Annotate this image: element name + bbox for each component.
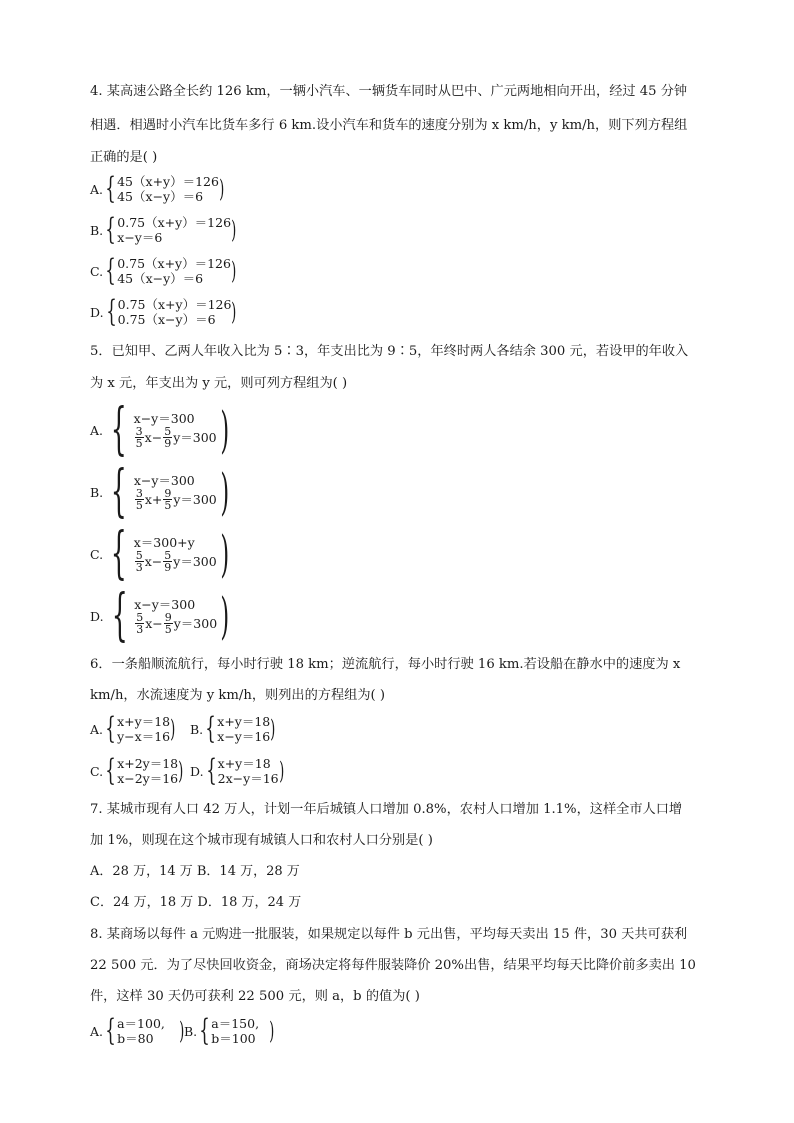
equation: x+y＝18 [117, 714, 171, 729]
fraction-equation [134, 550, 217, 573]
right-paren: ) [220, 463, 229, 521]
left-brace: { [205, 711, 216, 746]
right-paren: ) [269, 1017, 275, 1045]
term: y＝300 [173, 554, 217, 569]
denominator: 5 [164, 623, 172, 636]
q6-option-c[interactable] [90, 753, 186, 788]
equation: x+2y＝18 [117, 756, 179, 771]
denominator: 3 [136, 623, 144, 636]
left-brace: { [105, 294, 117, 329]
option-label: A. [90, 1023, 104, 1039]
q7-options-ab[interactable]: A．28 万，14 万 B．14 万，28 万 [90, 864, 300, 879]
fraction [135, 550, 144, 573]
numerator: 9 [164, 611, 172, 624]
q6-line1: 6．一条船顺流航行，每小时行驶 18 km；逆流航行，每小时行驶 16 km.若设船在静水中的速度为 x [90, 657, 681, 672]
term: x− [144, 554, 163, 569]
equation: 0.75（x+y）＝126 [117, 297, 232, 312]
right-paren: ) [219, 401, 229, 459]
equation: x+y＝18 [217, 714, 271, 729]
term: x− [145, 616, 163, 631]
left-brace: { [105, 171, 116, 206]
q6-option-a[interactable] [90, 711, 177, 746]
q5-option-b[interactable] [90, 459, 234, 524]
left-brace: { [205, 753, 217, 788]
option-label: B. [90, 484, 104, 500]
equation: x−y＝16 [217, 729, 271, 744]
denominator: 3 [135, 561, 143, 574]
option-label: B. [190, 721, 204, 737]
q5-option-a[interactable] [90, 397, 234, 462]
equation: 0.75（x+y）＝126 [117, 215, 232, 230]
term: y＝300 [173, 616, 218, 631]
equation: 45（x+y）＝126 [117, 174, 219, 189]
right-paren: ) [231, 298, 237, 326]
numerator: 3 [135, 425, 143, 438]
numerator: 5 [164, 425, 172, 438]
right-paren: ) [278, 757, 284, 785]
right-paren: ) [170, 715, 176, 743]
equation: a＝100, [117, 1016, 165, 1031]
equation: b＝80 [117, 1031, 154, 1046]
option-label: C. [90, 546, 104, 562]
left-brace: { [110, 521, 127, 586]
right-paren: ) [220, 525, 229, 583]
fraction [135, 426, 144, 449]
numerator: 5 [136, 611, 144, 624]
equation: x−y＝300 [133, 473, 195, 488]
numerator: 5 [135, 549, 143, 562]
q8-line1: 8. 某商场以每件 a 元购进一批服装，如果规定以每件 b 元出售，平均每天卖出 15 件，30 天共可获利 [90, 927, 688, 942]
option-label: D. [90, 608, 104, 624]
right-paren: ) [231, 257, 237, 285]
q5-option-d[interactable] [90, 583, 235, 648]
q8-option-b[interactable] [184, 1013, 276, 1048]
term: x− [144, 430, 163, 445]
option-label: D. [90, 304, 104, 320]
numerator: 9 [164, 487, 172, 500]
option-label: D. [190, 763, 204, 779]
equation: x+y＝18 [217, 756, 271, 771]
q6-option-b[interactable] [190, 711, 278, 746]
term: x+ [144, 492, 163, 507]
left-brace: { [105, 212, 116, 247]
left-brace: { [111, 583, 128, 648]
option-label: B. [90, 222, 104, 238]
right-paren: ) [231, 216, 237, 244]
q5-option-c[interactable] [90, 521, 234, 586]
denominator: 9 [164, 437, 172, 450]
denominator: 5 [164, 499, 172, 512]
q5-line1: 5．已知甲、乙两人年收入比为 5∶3，年支出比为 9∶5，年终时两人各结余 300 元，若设甲的年收入 [90, 344, 689, 359]
q8-line2: 22 500 元．为了尽快回收资金，商场决定将每件服装降价 20%出售，结果平均每天比降价前多卖出 10 [90, 958, 696, 973]
denominator: 5 [135, 499, 143, 512]
numerator: 5 [164, 549, 172, 562]
equation: a＝150, [211, 1016, 260, 1031]
fraction [135, 488, 144, 511]
q4-line2: 相遇．相遇时小汽车比货车多行 6 km.设小汽车和货车的速度分别为 x km/h，y km/h，则下列方程组 [90, 118, 688, 133]
right-paren: ) [220, 587, 230, 645]
equation: b＝100 [211, 1031, 256, 1046]
equation: 45（x−y）＝6 [117, 189, 204, 204]
left-brace: { [199, 1013, 210, 1048]
q4-option-b[interactable] [90, 212, 238, 247]
q4-line1: 4. 某高速公路全长约 126 km，一辆小汽车、一辆货车同时从巴中、广元两地相向开出，经过 45 分钟 [90, 84, 688, 99]
denominator: 5 [135, 437, 143, 450]
equation: 45（x−y）＝6 [117, 271, 204, 286]
right-paren: ) [179, 1017, 185, 1045]
q6-option-d[interactable] [190, 753, 286, 788]
right-paren: ) [178, 757, 184, 785]
fraction-equation [134, 426, 217, 449]
option-label: A. [90, 422, 104, 438]
q5-line2: 为 x 元，年支出为 y 元，则可列方程组为( ) [90, 376, 348, 391]
option-label: B. [184, 1023, 198, 1039]
q4-option-c[interactable] [90, 253, 238, 288]
q4-option-d[interactable] [90, 294, 239, 329]
left-brace: { [110, 459, 128, 524]
left-brace: { [105, 253, 116, 288]
denominator: 9 [164, 561, 172, 574]
option-label: A. [90, 721, 104, 737]
left-brace: { [105, 753, 116, 788]
term: y＝300 [173, 492, 217, 507]
fraction-equation [134, 612, 217, 635]
equation: y−x＝16 [117, 729, 171, 744]
equation: x＝300+y [133, 535, 195, 550]
numerator: 3 [135, 487, 143, 500]
right-paren: ) [270, 715, 276, 743]
left-brace: { [105, 1013, 116, 1048]
right-paren: ) [219, 175, 225, 203]
q7-line2: 加 1%，则现在这个城市现有城镇人口和农村人口分别是( ) [90, 833, 433, 848]
q8-option-a[interactable] [90, 1013, 186, 1048]
equation: 0.75（x−y）＝6 [117, 312, 216, 327]
left-brace: { [110, 397, 127, 462]
q8-line3: 件，这样 30 天仍可获利 22 500 元，则 a，b 的值为( ) [90, 989, 420, 1004]
fraction [163, 550, 172, 573]
q7-line1: 7. 某城市现有人口 42 万人，计划一年后城镇人口增加 0.8%，农村人口增加 1.1%，这样全市人口增 [90, 802, 683, 817]
option-label: C. [90, 763, 104, 779]
q4-option-a[interactable] [90, 171, 226, 206]
equation: x−2y＝16 [117, 771, 179, 786]
term: y＝300 [173, 430, 217, 445]
equation: 0.75（x+y）＝126 [117, 256, 231, 271]
equation: x−y＝6 [117, 230, 163, 245]
equation: x−y＝300 [134, 597, 196, 612]
fraction [163, 426, 172, 449]
left-brace: { [105, 711, 116, 746]
option-label: C. [90, 263, 104, 279]
fraction [164, 612, 173, 635]
q4-line3: 正确的是( ) [90, 150, 158, 165]
equation: x−y＝300 [133, 411, 195, 426]
fraction [163, 488, 172, 511]
fraction [135, 612, 144, 635]
equation: 2x−y＝16 [217, 771, 279, 786]
option-label: A. [90, 181, 104, 197]
fraction-equation [134, 488, 217, 511]
q6-line2: km/h，水流速度为 y km/h，则列出的方程组为( ) [90, 688, 385, 703]
q7-options-cd[interactable]: C．24 万，18 万 D．18 万，24 万 [90, 895, 302, 910]
